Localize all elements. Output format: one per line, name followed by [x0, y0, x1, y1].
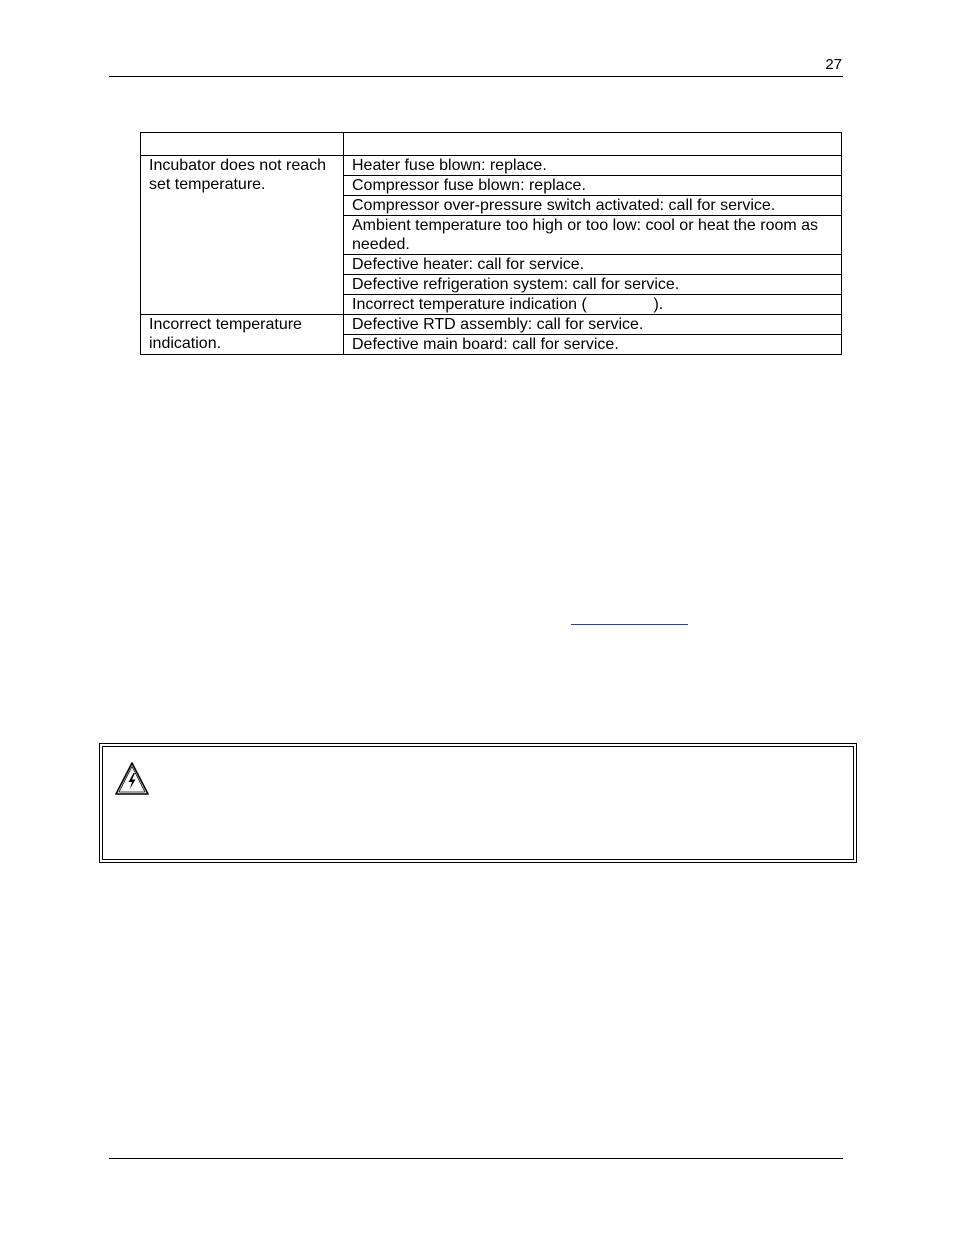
table-row	[141, 315, 842, 335]
cause-cell: Incorrect temperature indication ( ).	[344, 295, 842, 315]
warning-box	[99, 743, 857, 863]
problem-cell: Incubator does not reach set temperature.	[141, 156, 344, 315]
cause-cell: Ambient temperature too high or too low: cool or heat the room as needed.	[344, 216, 842, 255]
cause-cell: Heater fuse blown: replace.	[344, 156, 842, 176]
troubleshooting-table	[140, 132, 842, 355]
cause-cell: Defective refrigeration system: call for service.	[344, 275, 842, 295]
electrical-hazard-icon	[114, 761, 150, 797]
header-cell-cause	[344, 133, 842, 156]
cause-cell: Compressor fuse blown: replace.	[344, 176, 842, 196]
footer-rule	[109, 1158, 843, 1159]
header-rule	[109, 76, 843, 77]
cause-cell: Defective heater: call for service.	[344, 255, 842, 275]
cause-cell: Defective RTD assembly: call for service.	[344, 315, 842, 335]
cause-cell: Compressor over-pressure switch activated: call for service.	[344, 196, 842, 216]
hyperlink-underline[interactable]	[571, 624, 688, 625]
page-number: 27	[825, 56, 842, 73]
header-cell-problem	[141, 133, 344, 156]
problem-cell: Incorrect temperature indication.	[141, 315, 344, 355]
cause-cell: Defective main board: call for service.	[344, 335, 842, 355]
table-header-row	[141, 133, 842, 156]
table-row	[141, 156, 842, 176]
